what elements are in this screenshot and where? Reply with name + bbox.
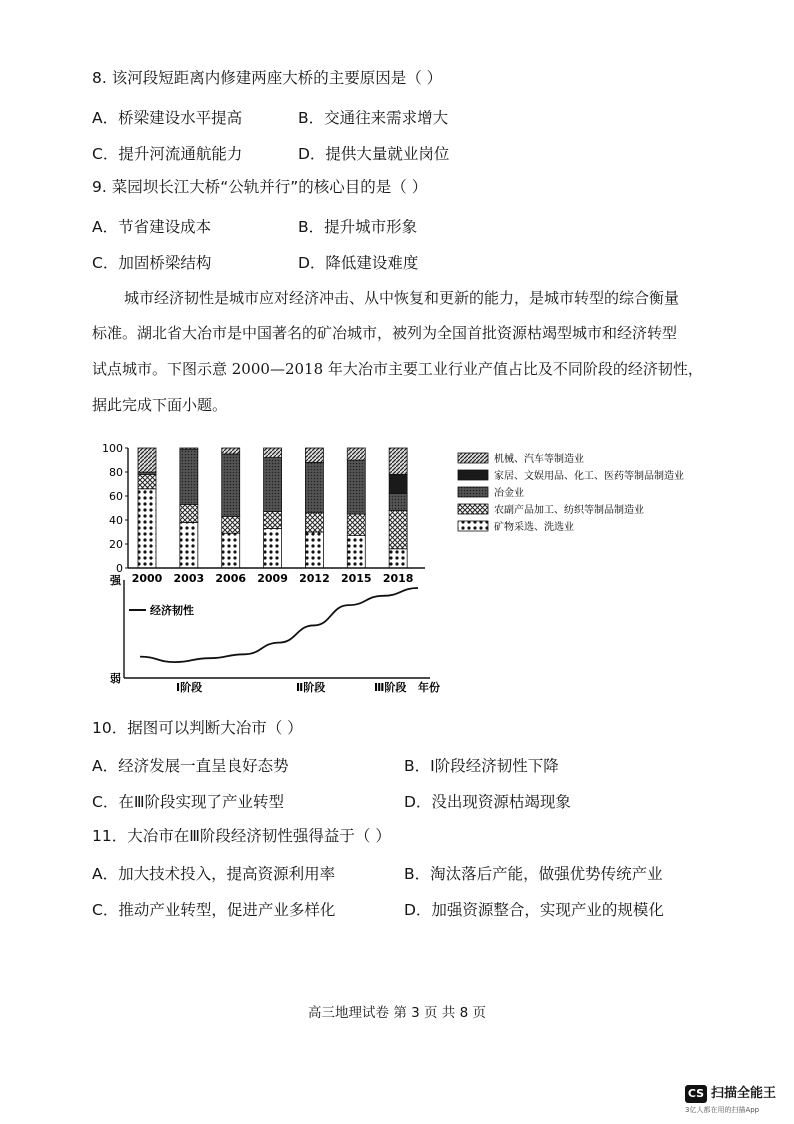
legend-label: 农副产品加工、纺织等制品制造业 [494, 505, 644, 516]
q9-option-a: A．节省建设成本 [92, 218, 212, 236]
bar-segment [305, 513, 323, 532]
q10-option-b: B．Ⅰ阶段经济韧性下降 [404, 757, 559, 775]
industry-chart [100, 435, 720, 700]
resilience-x-label: 年份 [418, 681, 440, 694]
bar-segment [138, 448, 156, 472]
x-tick-label: 2006 [215, 572, 247, 585]
q8-option-a: A．桥梁建设水平提高 [92, 109, 243, 127]
q11-option-c: C．推动产业转型，促进产业多样化 [92, 901, 336, 919]
y-tick-label: 80 [109, 466, 123, 479]
bar-segment [389, 510, 407, 548]
legend-swatch [458, 504, 488, 514]
bar-segment [264, 512, 282, 529]
bar-segment [180, 504, 198, 522]
y-tick-label: 40 [109, 514, 123, 527]
x-tick-label: 2012 [299, 572, 330, 585]
x-tick-label: 2015 [340, 572, 372, 585]
y-tick-label: 100 [102, 442, 123, 455]
bar-segment [389, 549, 407, 568]
q9-option-c: C．加固桥梁结构 [92, 254, 212, 272]
x-tick-label: 2018 [382, 572, 414, 585]
q8-option-c: C．提升河流通航能力 [92, 145, 243, 163]
bar-segment [305, 448, 323, 462]
q10-option-c: C．在Ⅲ阶段实现了产业转型 [92, 793, 285, 811]
legend-label: 家居、文娱用品、化工、医药等制品制造业 [494, 471, 684, 482]
y-tick-label: 60 [109, 490, 123, 503]
passage-line-2: 标准。湖北省大冶市是中国著名的矿冶城市，被列为全国首批资源枯竭型城市和经济转型 [92, 324, 678, 342]
page-footer: 高三地理试卷 第 3 页 共 8 页 [308, 1005, 486, 1021]
bar-segment [222, 533, 240, 568]
bar-segment [264, 458, 282, 512]
y-tick-label: 20 [109, 538, 123, 551]
bar-segment [180, 448, 198, 449]
q8-option-b: B．交通往来需求增大 [298, 109, 449, 127]
bar-segment [305, 462, 323, 512]
q8-option-d: D．提供大量就业岗位 [298, 145, 450, 163]
scanner-watermark [685, 1085, 785, 1117]
legend-swatch [458, 470, 488, 480]
x-tick-label: 2009 [257, 572, 288, 585]
scanner-tagline: 3亿人都在用的扫描App [685, 1106, 760, 1114]
legend-label: 机械、汽车等制造业 [494, 454, 584, 465]
passage-line-1: 城市经济韧性是城市应对经济冲击、从中恢复和更新的能力，是城市转型的综合衡量 [124, 289, 680, 307]
stage-label: Ⅱ阶段 [296, 681, 326, 694]
legend-swatch [458, 453, 488, 463]
stage-label: Ⅲ阶段 [374, 681, 407, 694]
x-tick-label: 2003 [173, 572, 205, 585]
bar-segment [222, 448, 240, 454]
passage-line-3: 试点城市。下图示意 2000—2018 年大冶市主要工业行业产值占比及不同阶段的经济韧性， [92, 360, 703, 378]
scanner-name: 扫描全能王 [711, 1086, 777, 1101]
q11-option-d: D．加强资源整合，实现产业的规模化 [404, 901, 664, 919]
bars-layer [138, 448, 407, 568]
q10-option-a: A．经济发展一直呈良好态势 [92, 757, 289, 775]
bar-segment [264, 528, 282, 568]
legend-swatch [458, 521, 488, 531]
resilience-legend-label: 经济韧性 [150, 604, 194, 617]
q9-option-d: D．降低建设难度 [298, 254, 419, 272]
scanner-logo-icon: CS [685, 1085, 707, 1103]
chart-legend [458, 452, 684, 533]
bar-segment [347, 536, 365, 568]
resilience-curve [140, 588, 418, 662]
bar-segment [305, 532, 323, 568]
q9-option-b: B．提升城市形象 [298, 218, 418, 236]
legend-swatch [458, 487, 488, 497]
bar-segment [180, 449, 198, 504]
legend-label: 矿物采选、洗选业 [494, 522, 574, 533]
x-tick-label: 2000 [131, 572, 163, 585]
q10-option-d: D．没出现资源枯竭现象 [404, 793, 571, 811]
bar-segment [347, 514, 365, 536]
bar-segment [180, 522, 198, 568]
q8-stem: 8. 该河段短距离内修建两座大桥的主要原因是（ ） [92, 69, 443, 87]
resilience-weak-label: 弱 [110, 672, 121, 685]
bar-segment [347, 460, 365, 514]
resilience-panel [109, 573, 440, 694]
bar-segment [389, 494, 407, 511]
bar-segment [222, 454, 240, 516]
bar-segment [389, 474, 407, 493]
bar-segment [222, 516, 240, 533]
resilience-strong-label: 强 [110, 574, 121, 587]
legend-label: 冶金业 [494, 488, 524, 499]
bar-segment [347, 448, 365, 460]
stage-label: Ⅰ阶段 [176, 681, 203, 694]
q11-stem: 11．大冶市在Ⅲ阶段经济韧性强得益于（ ） [92, 827, 391, 845]
bar-segment [138, 489, 156, 568]
bar-segment [138, 474, 156, 488]
y-tick-label: 0 [116, 562, 123, 575]
q10-stem: 10．据图可以判断大冶市（ ） [92, 719, 303, 737]
q9-stem: 9. 菜园坝长江大桥“公轨并行”的核心目的是（ ） [92, 178, 428, 196]
bar-segment [389, 448, 407, 474]
q11-option-a: A．加大技术投入，提高资源利用率 [92, 865, 336, 883]
passage-line-4: 据此完成下面小题。 [92, 396, 228, 414]
q11-option-b: B．淘汰落后产能，做强优势传统产业 [404, 865, 663, 883]
bar-segment [264, 448, 282, 458]
